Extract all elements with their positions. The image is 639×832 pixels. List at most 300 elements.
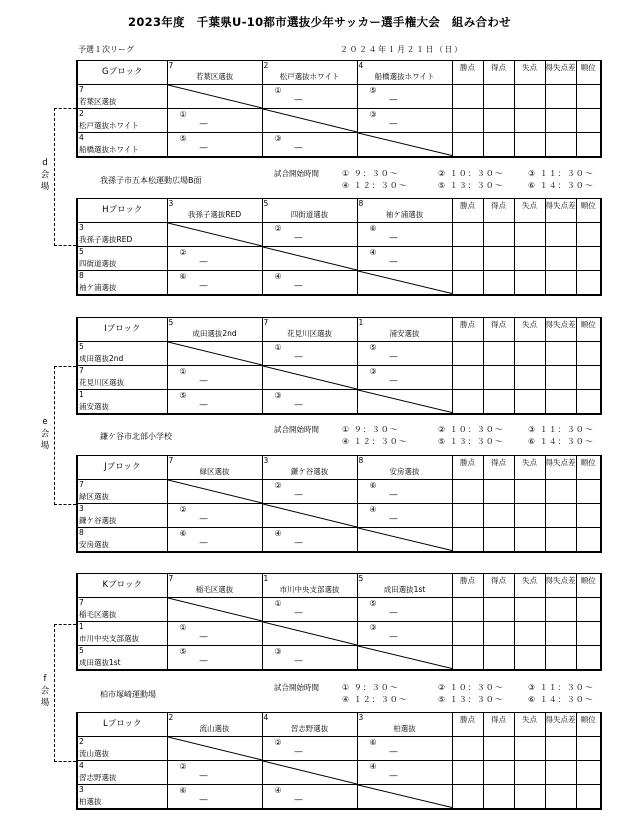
table-row [77,761,601,785]
column-team-header [262,574,357,598]
match-cell [167,646,262,670]
self-match-cell [167,223,262,247]
team-number: 3 [168,199,174,208]
self-match-cell [262,761,357,785]
score-dash: ― [199,771,208,780]
match-cell [167,366,262,390]
team-name: 松戸選抜ホワイト [279,72,340,81]
team-name: 我孫子選抜RED [79,235,133,244]
table-row [77,480,601,504]
table-row [77,342,601,366]
score-dash: ― [389,608,398,617]
team-name: 四街道選抜 [79,259,117,268]
self-match-cell [167,598,262,622]
venue-label-char: d [42,158,48,168]
score-dash: ― [389,233,398,242]
match-order: ③ [369,110,377,119]
venue-label [38,673,52,709]
match-cell [357,85,452,109]
team-name: 安房選抜 [79,539,109,549]
stat-cell [576,85,601,109]
team-name: 習志野選抜 [290,724,329,733]
block-name: Kブロック [102,580,142,590]
diagonal-slash [263,504,357,527]
diagonal-slash [358,646,452,669]
team-number: 5 [168,318,174,327]
self-match-cell [167,342,262,366]
diagonal-slash [263,109,357,132]
row-team-cell [77,480,167,504]
match-order: ③ [369,367,377,376]
match-time: ⑥ １４：３０～ [528,437,594,446]
match-order: ⑤ [369,343,377,352]
match-cell [357,737,452,761]
block-name: Gブロック [102,67,143,77]
stat-cell [576,366,601,390]
stat-cell [576,761,601,785]
stat-header: 失点 [514,574,545,598]
stat-cell [452,737,483,761]
score-dash: ― [389,514,398,523]
stat-cell [514,504,545,528]
diagonal-slash [168,223,262,246]
score-dash: ― [294,95,303,104]
team-name: 我孫子選抜RED [187,210,242,219]
match-time: ④ １２：３０～ [342,437,408,446]
stat-cell [514,223,545,247]
stat-header: 得失点差 [545,713,576,737]
self-match-cell [262,622,357,646]
match-time: ① ９：３０～ [342,683,399,692]
match-cell [262,598,357,622]
block-name: Jブロック [104,462,141,472]
match-cell [262,480,357,504]
stat-cell [576,646,601,670]
column-team-header [167,574,262,598]
venue-label-char: e [42,416,48,427]
match-cell [357,622,452,646]
team-number: 2 [168,713,174,722]
match-order: ⑤ [369,599,377,608]
stat-cell [514,271,545,295]
team-number: 7 [79,480,84,489]
stat-cell [545,390,576,414]
match-order: ⑤ [179,391,187,400]
diagonal-slash [358,785,452,808]
column-team-header [357,318,452,342]
column-team-header [262,713,357,737]
match-cell [357,598,452,622]
match-order: ② [274,224,282,233]
venue-bracket [54,366,76,505]
match-cell [167,528,262,552]
match-order: ④ [369,762,377,771]
match-cell [262,646,357,670]
row-team-cell [77,622,167,646]
stat-header: 順位 [576,456,601,480]
match-cell [262,737,357,761]
stat-header: 勝点 [452,574,483,598]
league-table [76,712,602,810]
match-cell [262,223,357,247]
column-team-header [167,318,262,342]
stat-cell [452,761,483,785]
stat-cell [514,761,545,785]
block-name-cell [77,199,167,223]
score-dash: ― [294,352,303,361]
match-time: ② １０：３０～ [438,169,504,178]
block-name-cell [77,574,167,598]
diagonal-slash [263,247,357,270]
stat-cell [514,390,545,414]
row-team-cell [77,737,167,761]
match-cell [167,271,262,295]
stat-cell [576,504,601,528]
team-name: 鎌ケ谷選抜 [79,516,117,525]
match-time: ② １０：３０～ [438,425,504,434]
table-row [77,366,601,390]
match-time: ⑤ １３：３０～ [438,181,504,190]
stat-header: 得失点差 [545,199,576,223]
match-order: ⑤ [179,647,187,656]
self-match-cell [262,366,357,390]
team-number: 3 [263,456,269,465]
stat-header: 勝点 [452,61,483,85]
team-name: 船橋選抜ホワイト [374,72,435,81]
self-match-cell [357,785,452,809]
stat-header: 得失点差 [545,318,576,342]
diagonal-slash [263,622,357,645]
stat-header: 失点 [514,456,545,480]
venue-label-char: 会 [40,686,50,696]
team-number: 8 [79,271,84,280]
stat-cell [483,598,514,622]
stat-header: 順位 [576,61,601,85]
venue-label-char: f [43,674,47,684]
team-name: 稲毛区選抜 [195,585,234,594]
match-cell [262,85,357,109]
venue-bracket [54,108,76,246]
stat-cell [576,737,601,761]
diagonal-slash [168,480,262,503]
self-match-cell [262,109,357,133]
stat-cell [452,390,483,414]
match-order: ⑥ [179,529,187,538]
score-dash: ― [199,281,208,290]
match-order: ② [274,738,282,747]
row-team-cell [77,366,167,390]
stat-cell [576,109,601,133]
stat-cell [545,761,576,785]
team-number: 7 [263,318,269,327]
team-name: 習志野選抜 [79,773,117,782]
stat-header: 順位 [576,199,601,223]
match-cell [357,223,452,247]
match-cell [262,785,357,809]
block-name: Hブロック [102,205,143,215]
score-dash: ― [199,400,208,409]
stat-cell [452,504,483,528]
team-name: 浦安選抜 [389,329,420,338]
self-match-cell [357,646,452,670]
table-row [77,223,601,247]
match-cell [357,480,452,504]
score-dash: ― [199,376,208,385]
stat-cell [545,366,576,390]
stat-cell [545,528,576,552]
header-row [77,574,601,598]
stat-cell [576,390,601,414]
column-team-header [262,318,357,342]
stat-cell [514,785,545,809]
self-match-cell [167,85,262,109]
match-order: ⑤ [369,86,377,95]
match-cell [357,247,452,271]
team-name: 流山選抜 [79,749,109,758]
team-name: 若葉区選抜 [79,97,117,106]
match-time: ⑥ １４：３０～ [528,181,594,190]
team-name: 成田選抜1st [383,585,426,594]
stat-cell [452,85,483,109]
column-team-header [357,456,452,480]
column-team-header [357,574,452,598]
match-order: ② [179,762,187,771]
stat-cell [514,133,545,157]
team-number: 7 [168,456,174,465]
diagonal-slash [358,528,452,551]
table-row [77,247,601,271]
venue-bracket [54,624,76,762]
stat-cell [576,480,601,504]
stat-cell [483,247,514,271]
team-name: 流山選抜 [199,724,230,733]
self-match-cell [357,133,452,157]
match-order: ④ [369,505,377,514]
match-order: ① [179,367,187,376]
match-time: ⑤ １３：３０～ [438,437,504,446]
team-number: 2 [79,109,84,118]
league-table [76,198,602,296]
table-row [77,504,601,528]
match-order: ④ [369,248,377,257]
match-time: ① ９：３０～ [342,425,399,434]
match-time: ① ９：３０～ [342,169,399,178]
match-time: ③ １１：３０～ [528,683,594,692]
table-row [77,133,601,157]
match-cell [262,271,357,295]
stat-cell [452,271,483,295]
team-number: 1 [263,574,269,583]
score-dash: ― [389,257,398,266]
row-team-cell [77,223,167,247]
team-name: 柏選抜 [79,796,102,806]
score-dash: ― [294,143,303,152]
match-cell [167,504,262,528]
team-number: 7 [79,85,84,94]
venue-place: 柏市塚崎運動場 [100,690,156,699]
row-team-cell [77,761,167,785]
team-number: 1 [79,622,84,631]
stat-cell [483,109,514,133]
team-name: 緑区選抜 [79,492,109,501]
venue-label-char: 場 [40,698,50,708]
stat-cell [576,598,601,622]
stat-cell [483,622,514,646]
stat-cell [483,785,514,809]
match-time: ⑤ １３：３０～ [438,695,504,704]
table-row [77,109,601,133]
stat-header: 勝点 [452,199,483,223]
team-name: 若葉区選抜 [195,72,234,81]
stat-cell [483,271,514,295]
score-dash: ― [389,490,398,499]
page-title: 2023年度 千葉県U-10都市選抜少年サッカー選手権大会 組み合わせ [128,15,511,29]
diagonal-slash [358,133,452,156]
venue-place: 鎌ケ谷市北部小学校 [100,432,172,441]
stat-header: 失点 [514,318,545,342]
stat-header: 勝点 [452,456,483,480]
match-cell [357,366,452,390]
team-number: 3 [79,785,84,794]
stat-cell [576,528,601,552]
stat-cell [576,223,601,247]
block-name-cell [77,61,167,85]
league-table [76,573,602,671]
stat-cell [452,480,483,504]
match-cell [357,109,452,133]
score-dash: ― [199,795,208,804]
diagonal-slash [168,598,262,621]
team-name: 稲毛区選抜 [79,610,117,619]
stat-cell [576,271,601,295]
row-team-cell [77,598,167,622]
score-dash: ― [389,632,398,641]
match-cell [167,390,262,414]
stat-cell [452,598,483,622]
self-match-cell [262,247,357,271]
stat-header: 失点 [514,61,545,85]
match-cell [167,133,262,157]
team-name: 緑区選抜 [199,467,230,476]
match-cell [167,761,262,785]
score-dash: ― [199,143,208,152]
team-number: 5 [79,247,84,256]
score-dash: ― [199,119,208,128]
score-dash: ― [389,771,398,780]
diagonal-slash [168,737,262,760]
match-cell [262,528,357,552]
column-team-header [357,713,452,737]
row-team-cell [77,85,167,109]
stat-cell [483,223,514,247]
column-team-header [167,456,262,480]
team-name: 成田選抜2nd [192,329,237,338]
match-order: ① [179,110,187,119]
block-name: Iブロック [104,324,141,334]
match-order: ① [179,623,187,632]
match-time: ⑥ １４：３０～ [528,695,594,704]
self-match-cell [262,504,357,528]
team-number: 8 [358,456,364,465]
team-name: 四街道選抜 [290,210,329,219]
table-row [77,785,601,809]
stat-cell [545,646,576,670]
stat-header: 得点 [483,574,514,598]
score-dash: ― [294,608,303,617]
team-number: 4 [358,61,364,70]
stat-header: 勝点 [452,713,483,737]
team-number: 2 [263,61,269,70]
start-time-label: 試合開始時間 [274,169,319,178]
stat-cell [514,480,545,504]
score-dash: ― [294,538,303,547]
score-dash: ― [294,795,303,804]
stat-cell [483,366,514,390]
score-dash: ― [199,257,208,266]
stat-header: 勝点 [452,318,483,342]
team-number: 4 [263,713,269,722]
team-name: 船橋選抜ホワイト [79,144,139,154]
diagonal-slash [358,390,452,413]
stat-cell [483,737,514,761]
stat-cell [545,598,576,622]
row-team-cell [77,504,167,528]
column-team-header [167,713,262,737]
team-number: 8 [79,528,84,537]
match-cell [167,247,262,271]
stat-cell [576,247,601,271]
match-order: ② [274,481,282,490]
match-cell [357,761,452,785]
diagonal-slash [168,342,262,365]
score-dash: ― [389,119,398,128]
header-row [77,318,601,342]
team-number: 5 [79,646,84,655]
stat-header: 得点 [483,318,514,342]
match-order: ⑤ [179,134,187,143]
team-name: 袖ケ浦選抜 [79,282,117,292]
self-match-cell [357,390,452,414]
team-number: 2 [79,737,84,746]
diagonal-slash [168,85,262,108]
team-number: 5 [263,199,269,208]
team-number: 7 [79,366,84,375]
score-dash: ― [199,656,208,665]
score-dash: ― [199,538,208,547]
stat-header: 得点 [483,713,514,737]
block-name-cell [77,318,167,342]
match-order: ② [179,248,187,257]
diagonal-slash [263,761,357,784]
table-row [77,85,601,109]
stat-cell [483,504,514,528]
stat-cell [452,247,483,271]
header-row [77,713,601,737]
match-time: ④ １２：３０～ [342,695,408,704]
match-cell [262,133,357,157]
team-number: 1 [358,318,364,327]
match-order: ⑥ [179,786,187,795]
stat-cell [576,133,601,157]
stat-cell [483,528,514,552]
stat-header: 失点 [514,199,545,223]
score-dash: ― [294,747,303,756]
match-order: ③ [274,391,282,400]
stat-cell [452,646,483,670]
stat-header: 順位 [576,713,601,737]
venue-place: 我孫子市五本松運動広場B面 [100,176,202,185]
row-team-cell [77,342,167,366]
